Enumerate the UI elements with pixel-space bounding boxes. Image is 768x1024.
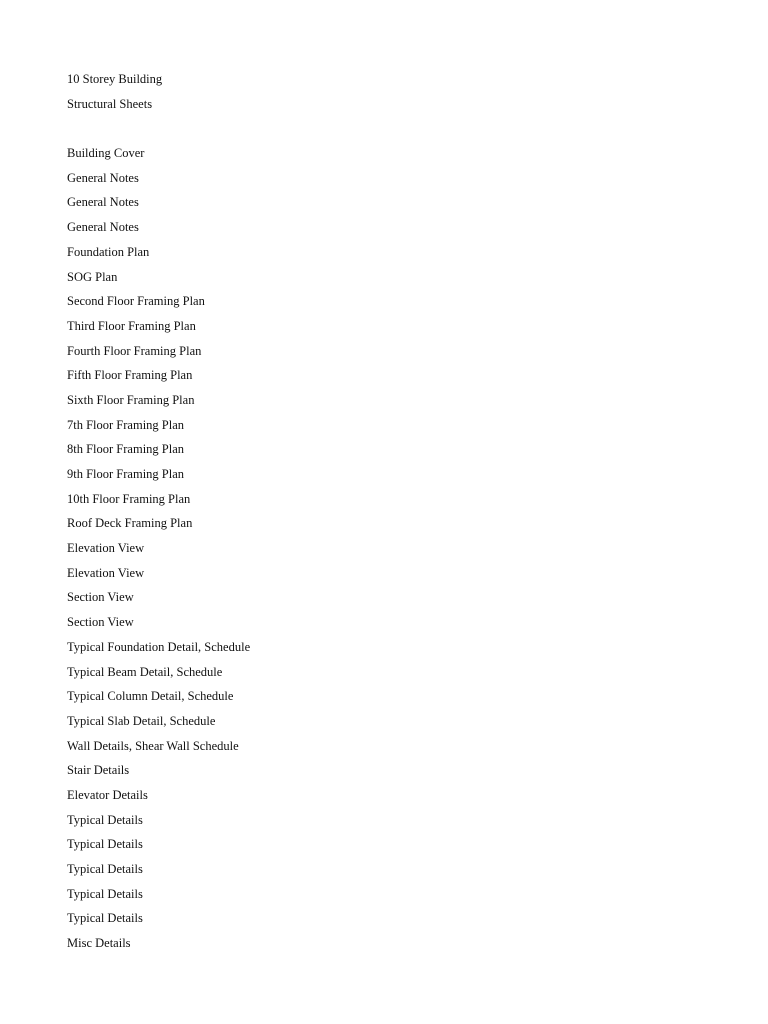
sheet-list-item: Elevation View	[67, 565, 145, 580]
sheet-list-item: Roof Deck Framing Plan	[67, 516, 193, 531]
sheet-list	[67, 144, 768, 959]
sheet-list-item: 7th Floor Framing Plan	[67, 417, 185, 432]
sheet-list-item: Section View	[67, 590, 134, 605]
spacer	[67, 119, 768, 144]
sheet-list-item: 10th Floor Framing Plan	[67, 491, 191, 506]
sheet-list-item: Typical Foundation Detail, Schedule	[67, 639, 251, 654]
sheet-list-item: Typical Column Detail, Schedule	[67, 689, 234, 704]
sheet-list-item: Sixth Floor Framing Plan	[67, 392, 195, 407]
sheet-list-item: Fourth Floor Framing Plan	[67, 343, 202, 358]
sheet-list-item: Misc Details	[67, 936, 131, 951]
sheet-list-item: Foundation Plan	[67, 244, 150, 259]
sheet-list-item: Wall Details, Shear Wall Schedule	[67, 738, 239, 753]
sheet-list-item: Typical Details	[67, 812, 143, 827]
sheet-list-item: General Notes	[67, 195, 139, 210]
sheet-list-item: Typical Slab Detail, Schedule	[67, 713, 216, 728]
sheet-list-item: SOG Plan	[67, 269, 118, 284]
sheet-list-item: Fifth Floor Framing Plan	[67, 368, 193, 383]
sheet-list-item: Typical Details	[67, 886, 143, 901]
sheet-list-item: Second Floor Framing Plan	[67, 294, 205, 309]
sheet-list-item: Stair Details	[67, 763, 130, 778]
sheet-list-item: Typical Details	[67, 837, 143, 852]
sheet-list-item: 8th Floor Framing Plan	[67, 442, 185, 457]
sheet-list-item: Elevator Details	[67, 787, 148, 802]
sheet-list-item: Typical Details	[67, 911, 143, 926]
sheet-list-item: Building Cover	[67, 146, 145, 161]
document-title: 10 Storey Building	[67, 72, 163, 86]
document-subtitle: Structural Sheets	[67, 96, 153, 111]
sheet-list-item: 9th Floor Framing Plan	[67, 467, 185, 481]
sheet-list-item: Typical Details	[67, 862, 143, 876]
sheet-list-item: Section View	[67, 615, 134, 630]
sheet-list-item: General Notes	[67, 170, 139, 185]
sheet-list-item: Typical Beam Detail, Schedule	[67, 664, 223, 679]
sheet-list-item: Third Floor Framing Plan	[67, 318, 196, 333]
sheet-list-item: Elevation View	[67, 541, 145, 556]
sheet-list-item: General Notes	[67, 220, 139, 235]
